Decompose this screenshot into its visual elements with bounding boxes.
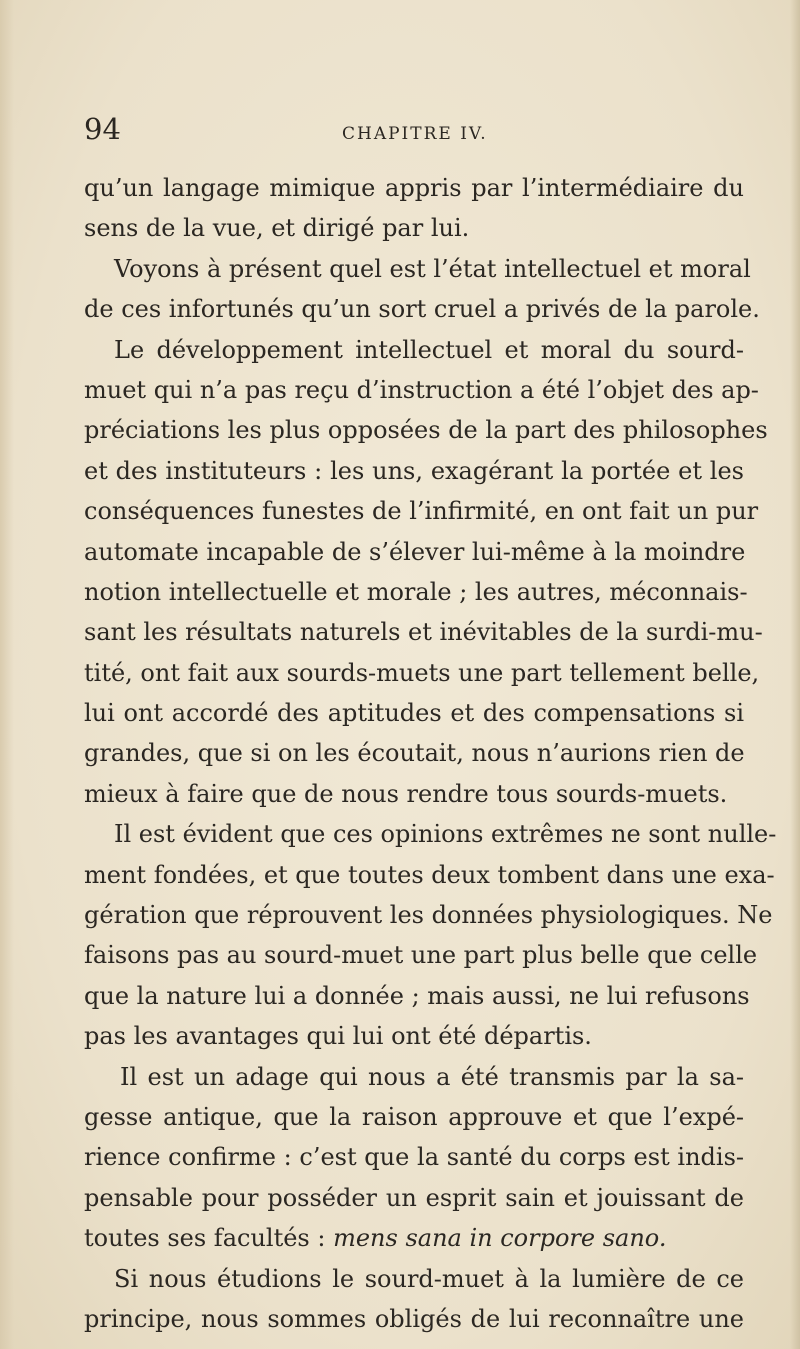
paragraph-first-line: Si nous étudions le sourd-muet à la lumière de ce: [114, 1264, 744, 1293]
text-line: conséquences funestes de l’infirmité, en ont fait un pur: [84, 497, 759, 526]
text-line: pas les avantages qui lui ont été départis.: [84, 1022, 592, 1051]
text-line: que la nature lui a donnée ; mais aussi, ne lui refusons: [84, 981, 750, 1010]
text-line: de ces infortunés qu’un sort cruel a privés de la parole.: [84, 295, 760, 324]
running-head: CHAPITRE IV.: [342, 124, 488, 144]
paragraph-first-line: Il est un adage qui nous a été transmis par la sa-: [120, 1062, 744, 1091]
text-line: notion intellectuelle et morale ; les autres, méconnais-: [84, 577, 748, 606]
body-text: [84, 168, 777, 1339]
text-line: ment fondées, et que toutes deux tombent dans une exa-: [84, 860, 775, 889]
text-line: [84, 1218, 744, 1258]
page-number: 94: [84, 112, 121, 146]
text-line: faisons pas au sourd-muet une part plus belle que celle: [84, 941, 758, 970]
paragraph-first-line: Voyons à présent quel est l’état intellectuel et moral: [114, 254, 751, 283]
text-line: rience confirme : c’est que la santé du corps est indis-: [84, 1143, 744, 1172]
text-line: préciations les plus opposées de la part des philosophes: [84, 416, 768, 445]
text-line: qu’un langage mimique appris par l’intermédiaire du: [84, 174, 744, 202]
spine-shadow: [0, 0, 14, 1349]
text-line: pensable pour posséder un esprit sain et jouissant de: [84, 1183, 744, 1212]
latin-quote: mens sana in corpore sano.: [333, 1224, 667, 1253]
text-line: automate incapable de s’élever lui-même à la moindre: [84, 537, 746, 566]
text-line: tité, ont fait aux sourds-muets une part tellement belle,: [84, 658, 760, 687]
page-edge: [790, 0, 800, 1349]
text-line: lui ont accordé des aptitudes et des compensations si: [84, 699, 744, 728]
text-line: muet qui n’a pas reçu d’instruction a été l’objet des ap-: [84, 375, 759, 404]
page-header: [84, 112, 744, 152]
text-line-start: toutes ses facultés :: [84, 1224, 334, 1253]
text-line: gération que réprouvent les données physiologiques. Ne: [84, 901, 773, 930]
paragraph-first-line: Il est évident que ces opinions extrêmes ne sont nulle-: [114, 820, 777, 849]
text-line: et des instituteurs : les uns, exagérant la portée et les: [84, 456, 744, 485]
text-line: sant les résultats naturels et inévitables de la surdi-mu-: [84, 618, 763, 647]
text-line: mieux à faire que de nous rendre tous sourds-muets.: [84, 779, 728, 808]
text-line: grandes, que si on les écoutait, nous n’aurions rien de: [84, 739, 745, 768]
paragraph-first-line: Le développement intellectuel et moral du sourd-: [114, 335, 744, 364]
text-line: principe, nous sommes obligés de lui reconnaître une: [84, 1304, 744, 1333]
text-line: sens de la vue, et dirigé par lui.: [84, 214, 470, 243]
text-line: gesse antique, que la raison approuve et que l’expé-: [84, 1102, 744, 1131]
